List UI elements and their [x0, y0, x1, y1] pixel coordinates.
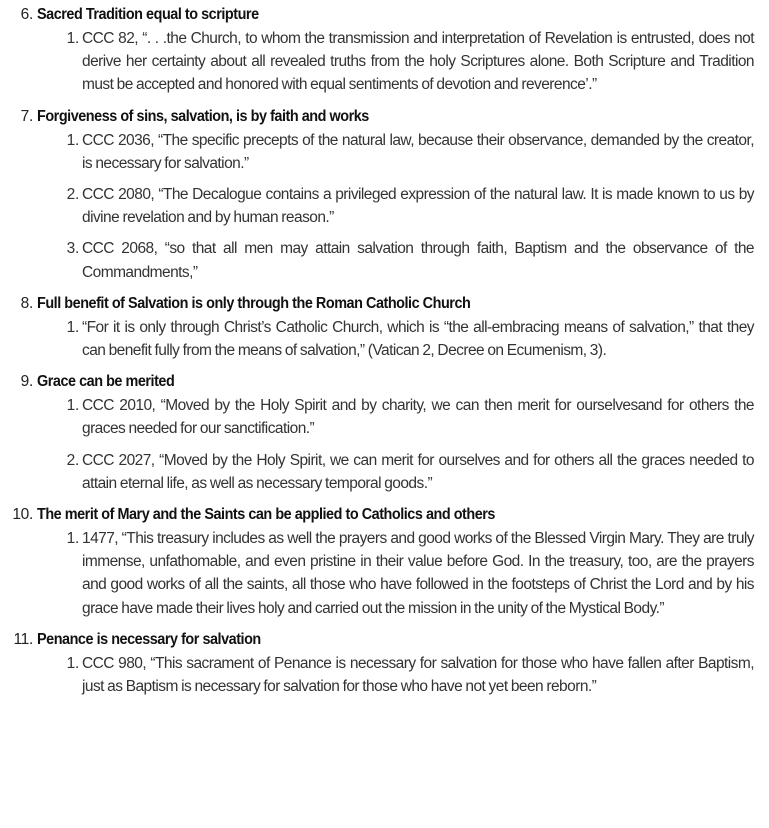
sub-item-text: CCC 2010, “Moved by the Holy Spirit and by charity, we can then merit for ourselvesand for others the graces needed for our sanctification.” — [82, 397, 754, 438]
item-heading-row — [0, 3, 769, 27]
list-item — [0, 503, 769, 620]
sub-list-item — [0, 527, 769, 620]
sub-item-text: 1477, “This treasury includes as well the prayers and good works of the Blessed Virgin Mary. They are truly immense, unfathomable, and even pristine in their value before God. In the treasury, too, are the prayers and good works of all the saints, all those who have followed in the footsteps of Christ the Lord and by his grace have made their lives holy and carried out the mission in the unity of the Mystical Body.” — [82, 530, 754, 617]
sub-item-number: 1. — [66, 131, 79, 149]
item-heading: Penance is necessary for salvation — [37, 630, 261, 648]
sub-item-number: 2. — [66, 186, 79, 204]
list-item — [0, 105, 769, 284]
sub-item-number: 1. — [66, 397, 79, 415]
sub-item-number: 1. — [66, 654, 79, 672]
sub-list-item — [0, 394, 769, 440]
numbered-list — [0, 3, 769, 706]
sub-list-item — [0, 183, 769, 229]
item-heading-row — [0, 292, 769, 316]
list-item — [0, 628, 769, 698]
item-number: 10. — [12, 506, 33, 524]
item-heading: Full benefit of Salvation is only through the Roman Catholic Church — [37, 294, 471, 312]
sub-item-text: CCC 2027, “Moved by the Holy Spirit, we can merit for ourselves and for others all the graces needed to attain eternal life, as well as necessary temporal goods.” — [82, 451, 754, 492]
sub-list — [0, 527, 769, 620]
sub-item-text: CCC 2036, “The specific precepts of the natural law, because their observance, demanded by the creator, is necessary for salvation.” — [82, 131, 754, 172]
list-item — [0, 3, 769, 97]
sub-item-number: 1. — [66, 530, 79, 548]
sub-item-text: CCC 2068, “so that all men may attain salvation through faith, Baptism and the observance of the Commandments,” — [82, 240, 754, 281]
item-heading-row — [0, 105, 769, 129]
item-number: 8. — [20, 294, 33, 312]
item-number: 11. — [13, 630, 33, 648]
item-heading-row — [0, 503, 769, 527]
list-item — [0, 370, 769, 495]
sub-item-text: CCC 82, “. . .the Church, to whom the transmission and interpretation of Revelation is entrusted, does not derive her certainty about all revealed truths from the holy Scriptures alone. Both Scripture and Tradition must be accepted and honored with equal sentiments of devotion and reverence’.” — [82, 30, 754, 94]
item-number: 7. — [20, 107, 33, 125]
sub-list-item — [0, 652, 769, 698]
sub-list — [0, 27, 769, 97]
sub-list — [0, 316, 769, 362]
sub-list-item — [0, 237, 769, 283]
item-heading: Sacred Tradition equal to scripture — [37, 6, 259, 23]
item-heading: The merit of Mary and the Saints can be applied to Catholics and others — [37, 506, 495, 524]
item-heading-row — [0, 370, 769, 394]
item-number: 6. — [20, 6, 33, 23]
sub-list-item — [0, 129, 769, 175]
item-heading-row — [0, 628, 769, 652]
item-heading: Forgiveness of sins, salvation, is by faith and works — [37, 107, 369, 125]
sub-item-number: 2. — [66, 451, 79, 469]
sub-list — [0, 652, 769, 698]
sub-list — [0, 129, 769, 284]
sub-list — [0, 394, 769, 495]
sub-item-text: CCC 2080, “The Decalogue contains a privileged expression of the natural law. It is made known to us by divine revelation and by human reason.” — [82, 186, 754, 227]
sub-item-number: 1. — [66, 30, 79, 47]
sub-list-item — [0, 449, 769, 495]
sub-list-item — [0, 316, 769, 362]
sub-item-number: 3. — [66, 240, 79, 258]
item-heading: Grace can be merited — [37, 373, 175, 391]
sub-item-text: “For it is only through Christ’s Catholic Church, which is “the all-embracing means of salvation,” that they can benefit fully from the means of salvation,” (Vatican 2, Decree on Ecumenism, 3). — [82, 318, 754, 360]
sub-list-item — [0, 27, 769, 97]
item-number: 9. — [20, 373, 33, 391]
sub-item-number: 1. — [66, 318, 79, 336]
sub-item-text: CCC 980, “This sacrament of Penance is necessary for salvation for those who have fallen after Baptism, just as Baptism is necessary for salvation for those who have not yet been reborn.” — [82, 654, 754, 696]
list-item — [0, 292, 769, 362]
